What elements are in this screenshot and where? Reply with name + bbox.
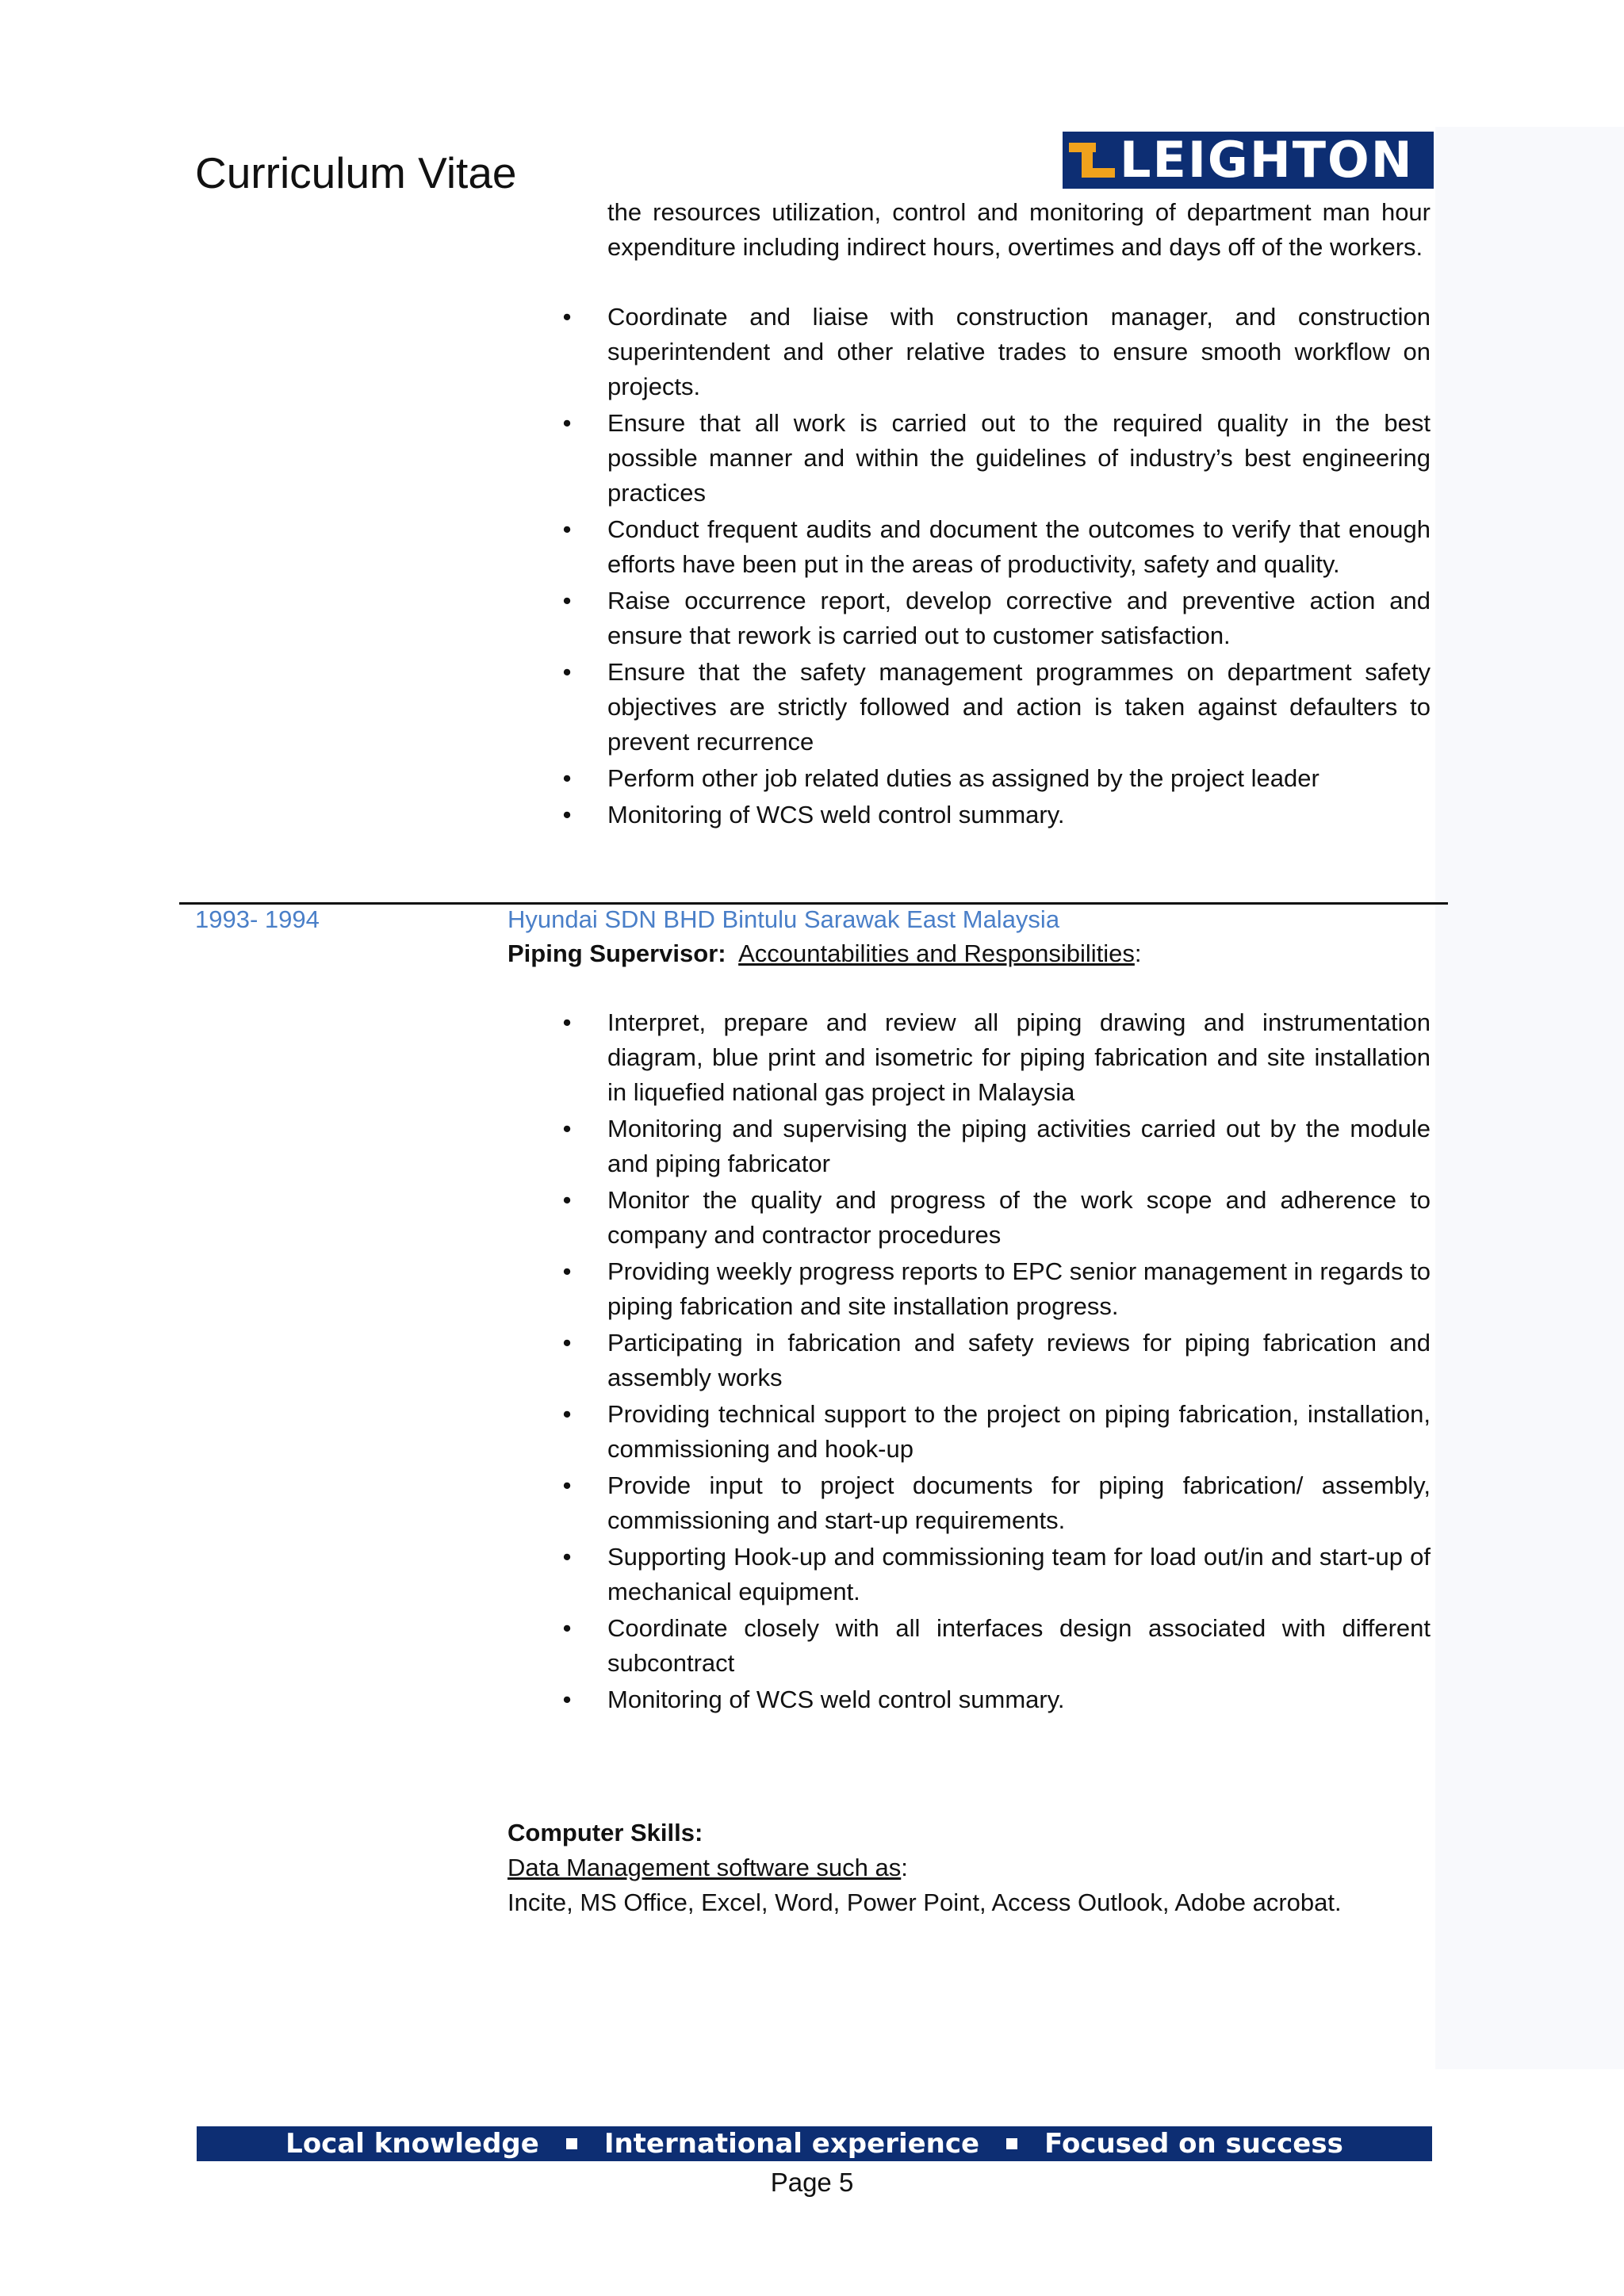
skills-sub-label: Data Management software such as bbox=[508, 1854, 902, 1881]
list-item-text: Perform other job related duties as assigned by the project leader bbox=[607, 764, 1320, 792]
list-item-text: Participating in fabrication and safety reviews for piping fabrication and assembly works bbox=[607, 1329, 1431, 1391]
job-role: Piping Supervisor: bbox=[508, 939, 726, 967]
computer-skills-section bbox=[508, 1816, 1431, 1920]
page-number: Page 5 bbox=[770, 2168, 854, 2197]
list-item bbox=[508, 1112, 1431, 1181]
list-item-text: Coordinate and liaise with construction manager, and construction superintendent and other relative trades to ensure smooth workflow on projects. bbox=[607, 303, 1431, 400]
list-item-text: Ensure that all work is carried out to the required quality in the best possible manner and within the guidelines of industry’s best engineering practices bbox=[607, 409, 1431, 507]
job-employer: Hyundai SDN BHD Bintulu Sarawak East Malaysia bbox=[508, 905, 1060, 933]
tagline-3: Focused on success bbox=[1044, 2128, 1343, 2160]
bullet-icon: • bbox=[562, 764, 572, 792]
list-item bbox=[508, 1183, 1431, 1253]
job-role-line bbox=[508, 936, 1141, 971]
list-item-text: Monitoring of WCS weld control summary. bbox=[607, 801, 1065, 828]
list-item bbox=[508, 1468, 1431, 1538]
bullet-icon: • bbox=[562, 1329, 572, 1357]
leighton-logo bbox=[1063, 132, 1434, 189]
list-item bbox=[508, 655, 1431, 760]
list-item bbox=[508, 1005, 1431, 1110]
list-item bbox=[508, 761, 1431, 796]
bullet-icon: • bbox=[562, 1115, 572, 1142]
bullet-icon: • bbox=[562, 1008, 572, 1036]
continued-bullet-list bbox=[508, 300, 1431, 834]
bullet-icon: • bbox=[562, 1471, 572, 1499]
skills-sub-suffix: : bbox=[901, 1854, 908, 1881]
list-item-text: Interpret, prepare and review all piping drawing and instrumentation diagram, blue print and isometric for piping fabrication and site installation in liquefied national gas project in Malaysia bbox=[607, 1008, 1431, 1106]
list-item bbox=[508, 798, 1431, 832]
list-item-text: Conduct frequent audits and document the outcomes to verify that enough efforts have been put in the areas of productivity, safety and quality. bbox=[607, 515, 1431, 578]
list-item bbox=[508, 1540, 1431, 1609]
list-item bbox=[508, 512, 1431, 582]
list-item bbox=[508, 300, 1431, 404]
bullet-icon: • bbox=[562, 409, 572, 437]
list-item-text: Providing weekly progress reports to EPC senior management in regards to piping fabrication and site installation progress. bbox=[607, 1257, 1431, 1320]
bullet-icon: • bbox=[562, 801, 572, 828]
list-item-text: Supporting Hook-up and commissioning team for load out/in and start-up of mechanical equipment. bbox=[607, 1543, 1431, 1605]
list-item bbox=[508, 1397, 1431, 1467]
list-item bbox=[508, 1682, 1431, 1717]
list-item-text: Raise occurrence report, develop corrective and preventive action and ensure that rework is carried out to customer satisfaction. bbox=[607, 587, 1431, 649]
bullet-icon: • bbox=[562, 658, 572, 686]
list-item-text: Providing technical support to the project on piping fabrication, installation, commissioning and hook-up bbox=[607, 1400, 1431, 1463]
list-item bbox=[508, 1611, 1431, 1681]
continued-paragraph: the resources utilization, control and monitoring of department man hour expenditure including indirect hours, overtimes and days off of the workers. bbox=[607, 198, 1431, 261]
list-item-text: Monitoring and supervising the piping activities carried out by the module and piping fabricator bbox=[607, 1115, 1431, 1177]
responsibilities-label: Accountabilities and Responsibilities bbox=[738, 939, 1135, 967]
skills-list: Incite, MS Office, Excel, Word, Power Point, Access Outlook, Adobe acrobat. bbox=[508, 1888, 1342, 1916]
page-title: Curriculum Vitae bbox=[195, 148, 517, 197]
list-item-text: Provide input to project documents for piping fabrication/ assembly, commissioning and start-up requirements. bbox=[607, 1471, 1431, 1534]
bullet-icon: • bbox=[562, 587, 572, 614]
leighton-logo-mark-icon bbox=[1063, 132, 1120, 189]
page-margin-tint bbox=[1435, 127, 1624, 2069]
list-item bbox=[508, 1326, 1431, 1395]
list-item bbox=[508, 584, 1431, 653]
job-dates: 1993- 1994 bbox=[195, 905, 320, 933]
list-item bbox=[508, 406, 1431, 511]
tagline-2: International experience bbox=[603, 2128, 980, 2160]
tagline-separator-icon bbox=[566, 2138, 577, 2149]
list-item-text: Ensure that the safety management programmes on department safety objectives are strictly followed and action is taken against defaulters to prevent recurrence bbox=[607, 658, 1431, 756]
tagline-separator-icon bbox=[1006, 2138, 1017, 2149]
list-item-text: Coordinate closely with all interfaces design associated with different subcontract bbox=[607, 1614, 1431, 1677]
list-item-text: Monitoring of WCS weld control summary. bbox=[607, 1686, 1065, 1713]
job-bullet-list bbox=[508, 1005, 1431, 1719]
list-item bbox=[508, 1254, 1431, 1324]
bullet-icon: • bbox=[562, 1400, 572, 1428]
bullet-icon: • bbox=[562, 515, 572, 543]
responsibilities-suffix: : bbox=[1134, 939, 1142, 967]
list-item-text: Monitor the quality and progress of the work scope and adherence to company and contractor procedures bbox=[607, 1186, 1431, 1249]
bullet-icon: • bbox=[562, 1614, 572, 1642]
bullet-icon: • bbox=[562, 303, 572, 331]
tagline-1: Local knowledge bbox=[285, 2128, 539, 2160]
bullet-icon: • bbox=[562, 1186, 572, 1214]
bullet-icon: • bbox=[562, 1257, 572, 1285]
bullet-icon: • bbox=[562, 1543, 572, 1571]
skills-heading: Computer Skills: bbox=[508, 1819, 703, 1846]
logo-text: LEIGHTON bbox=[1120, 131, 1414, 189]
bullet-icon: • bbox=[562, 1686, 572, 1713]
footer-tagline bbox=[197, 2126, 1432, 2161]
